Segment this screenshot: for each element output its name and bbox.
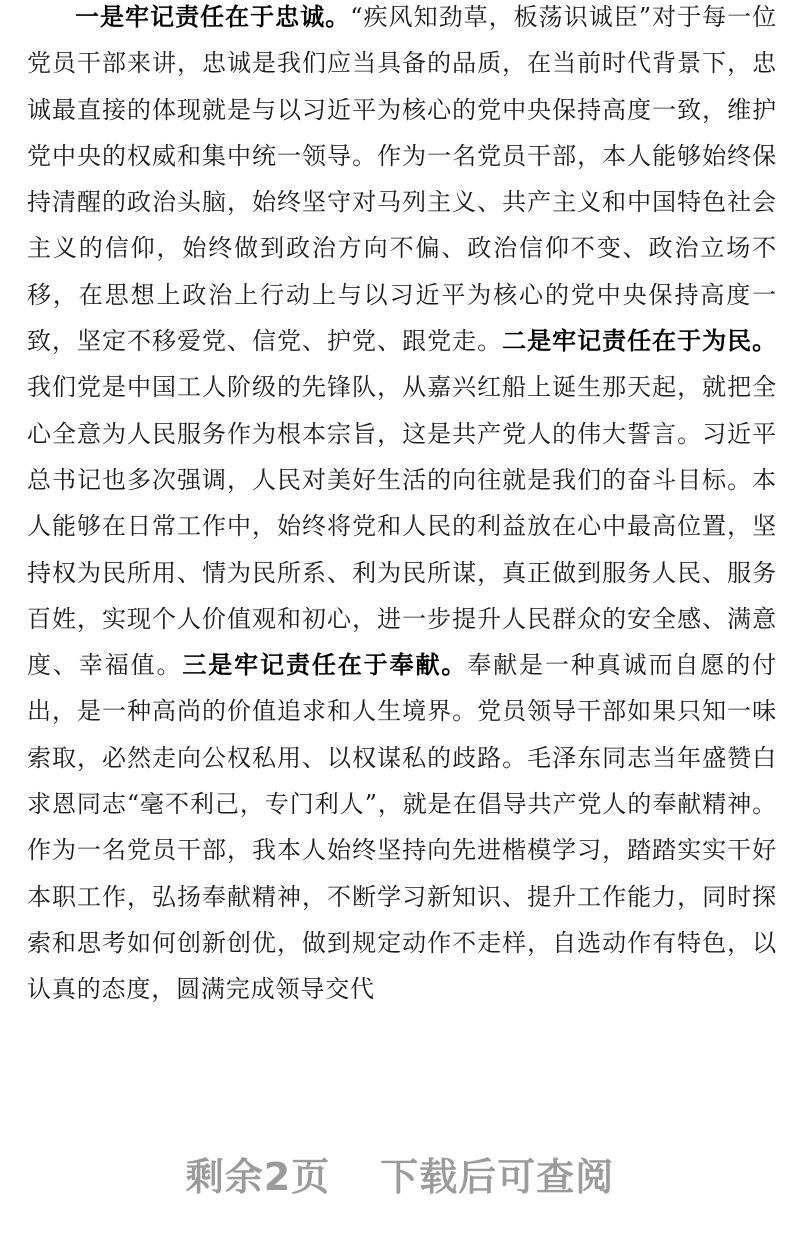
dedication-text: 奉献是一种真诚而自愿的付出，是一种高尚的价值追求和人生境界。党员领导干部如果只知一味索取，必然走向公权私用、以权谋私的歧路。毛泽东同志当年盛赞白求恩同志“毫不利己，专门利人”，就是在倡导共产党人的奉献精神。作为一名党员干部，我本人始终坚持向先进楷模学习，踏踏实实干好本职工作，弘扬奉献精神，不断学习新知识、提升工作能力，同时探索和思考如何创新创优，做到规定动作不走样，自选动作有特色，以认真的态度，圆满完成领导交代 [27,651,777,1004]
loyalty-text: “疾风知劲草，板荡识诚臣”对于每一位党员干部来讲，忠诚是我们应当具备的品质，在当前时代背景下，忠诚最直接的体现就是与以习近平为核心的党中央保持高度一致，维护党中央的权威和集中统一领导。作为一名党员干部，本人能够始终保持清醒的政治头脑，始终坚守对马列主义、共产主义和中国特色社会主义的信仰，始终做到政治方向不偏、政治信仰不变、政治立场不移，在思想上政治上行动上与以习近平为核心的党中央保持高度一致，坚定不移爱党、信党、护党、跟党走。 [27,3,777,356]
heading-dedication: 三是牢记责任在于奉献。 [182,650,468,680]
download-prompt[interactable] [0,1146,800,1201]
heading-people: 二是牢记责任在于为民。 [502,326,777,356]
heading-loyalty: 一是牢记责任在于忠诚。 [75,2,351,31]
people-text: 我们党是中国工人阶级的先锋队，从嘉兴红船上诞生那天起，就把全心全意为人民服务作为根本宗旨，这是共产党人的伟大誓言。习近平总书记也多次强调，人民对美好生活的向往就是我们的奋斗目标。本人能够在日常工作中，始终将党和人民的利益放在心中最高位置，坚持权为民所用、情为民所系、利为民所谋，真正做到服务人民、服务百姓，实现个人价值观和初心，进一步提升人民群众的安全感、满意度、幸福值。 [27,373,777,680]
download-to-view-label: 下载后可查阅 [380,1155,615,1199]
body-paragraph [27,0,777,1013]
remaining-pages-label: 剩余2页 [185,1155,331,1199]
